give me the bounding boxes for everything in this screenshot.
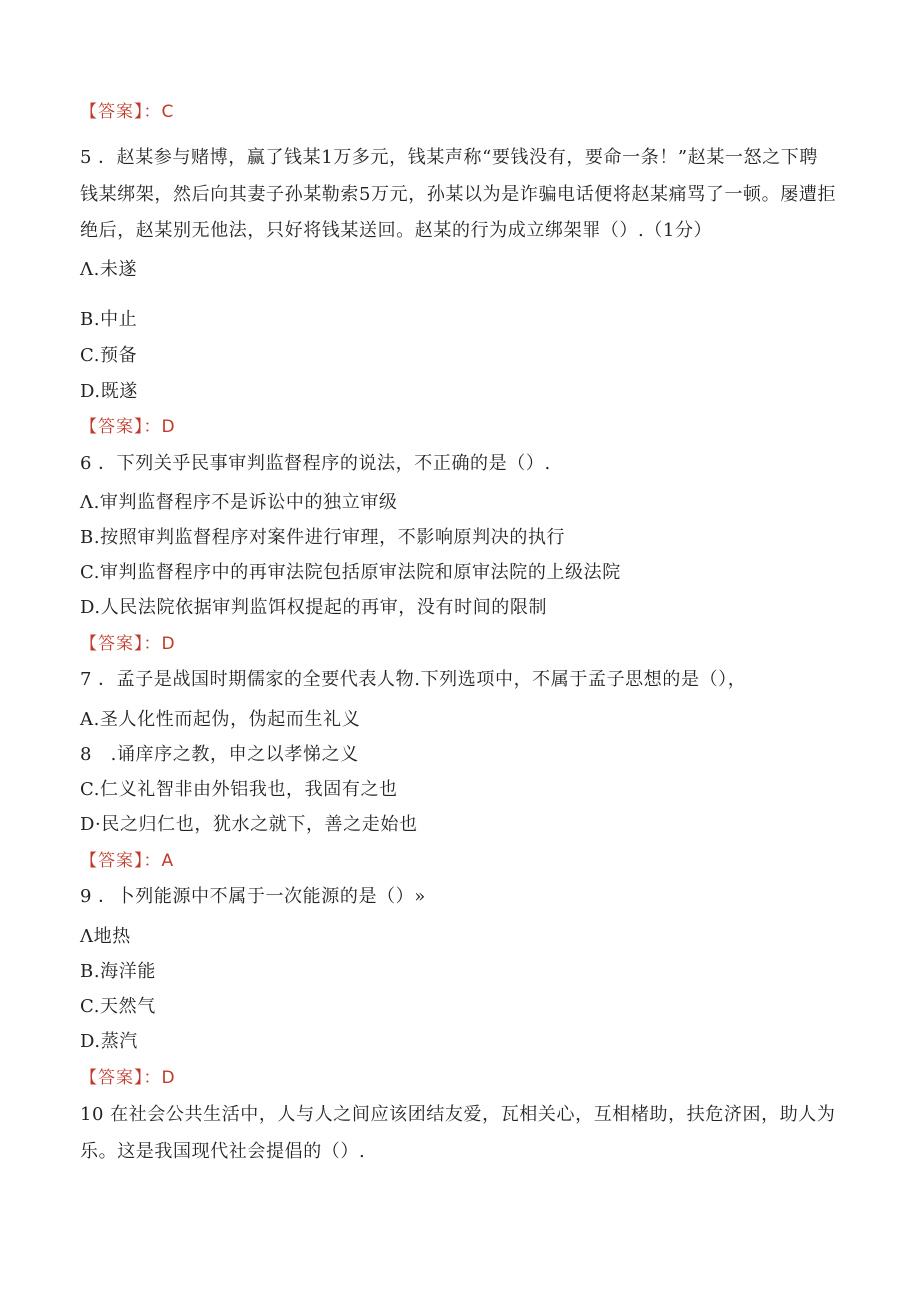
- question-6-answer: 【答案】：D: [80, 634, 176, 654]
- question-9-line-1: 9 ．卜列能源中不属于一次能源的是（）»: [80, 886, 426, 907]
- question-9-option-c: C.天然气: [80, 996, 156, 1017]
- question-9-option-d: D.蒸汽: [80, 1031, 138, 1052]
- question-9-answer: 【答案】：D: [80, 1068, 176, 1088]
- question-6-option-d: D.人民法院依据审判监饵权提起的再审，没有时间的限制: [80, 597, 548, 618]
- question-5-answer: 【答案】：D: [80, 417, 176, 437]
- question-7-option-a: A.圣人化性而起伪，伪起而生礼义: [80, 709, 361, 730]
- question-10-line-1: 10 在社会公共生活中，人与人之间应该团结友爱，瓦相关心，互相楮助，扶危济困，助人为: [80, 1104, 836, 1125]
- question-9-option-a: Λ地热: [80, 926, 131, 947]
- question-7-option-b: 8 .诵庠序之教，申之以孝悌之义: [80, 744, 359, 765]
- question-5-line-3: 绝后，赵某别无他法，只好将钱某送回。赵某的行为成立绑架罪（）.（1分）: [80, 220, 713, 241]
- answer-line: 【答案】：C: [80, 102, 175, 122]
- question-6-line-1: 6 ．下列关乎民事审判监督程序的说法，不正确的是（）.: [80, 453, 551, 474]
- question-6-option-b: B.按照审判监督程序对案件进行审理，不影响原判决的执行: [80, 527, 566, 548]
- question-5-line-2: 钱某绑架，然后向其妻子孙某勒索5万元，孙某以为是诈骗电话便将赵某痛骂了一顿。屡遭拒: [80, 184, 837, 205]
- question-10-line-2: 乐。这是我国现代社会提倡的（）.: [80, 1141, 366, 1162]
- question-6-option-a: Λ.审判监督程序不是诉讼中的独立审级: [80, 492, 398, 513]
- question-7-option-d: D·民之归仁也，犹水之就下，善之走始也: [80, 814, 418, 835]
- question-5-option-d: D.既遂: [80, 381, 138, 402]
- question-5-option-c: C.预备: [80, 345, 138, 366]
- question-7-line-1: 7 ．孟子是战国时期儒家的全要代表人物.下列选项中，不属于孟子思想的是（），: [80, 669, 747, 690]
- question-6-option-c: C.审判监督程序中的再审法院包括原审法院和原审法院的上级法院: [80, 562, 621, 583]
- question-5-line-1: 5 ．赵某参与赌博，赢了钱某1万多元，钱某声称“要钱没有，要命一条！”赵某一怒之下聘: [80, 147, 818, 168]
- question-7-answer: 【答案】：A: [80, 851, 175, 871]
- question-5-option-b: B.中止: [80, 309, 138, 330]
- question-9-option-b: B.海洋能: [80, 961, 156, 982]
- question-7-option-c: C.仁义礼智非由外铝我也，我固有之也: [80, 779, 398, 800]
- question-5-option-a: Λ.未遂: [80, 259, 138, 280]
